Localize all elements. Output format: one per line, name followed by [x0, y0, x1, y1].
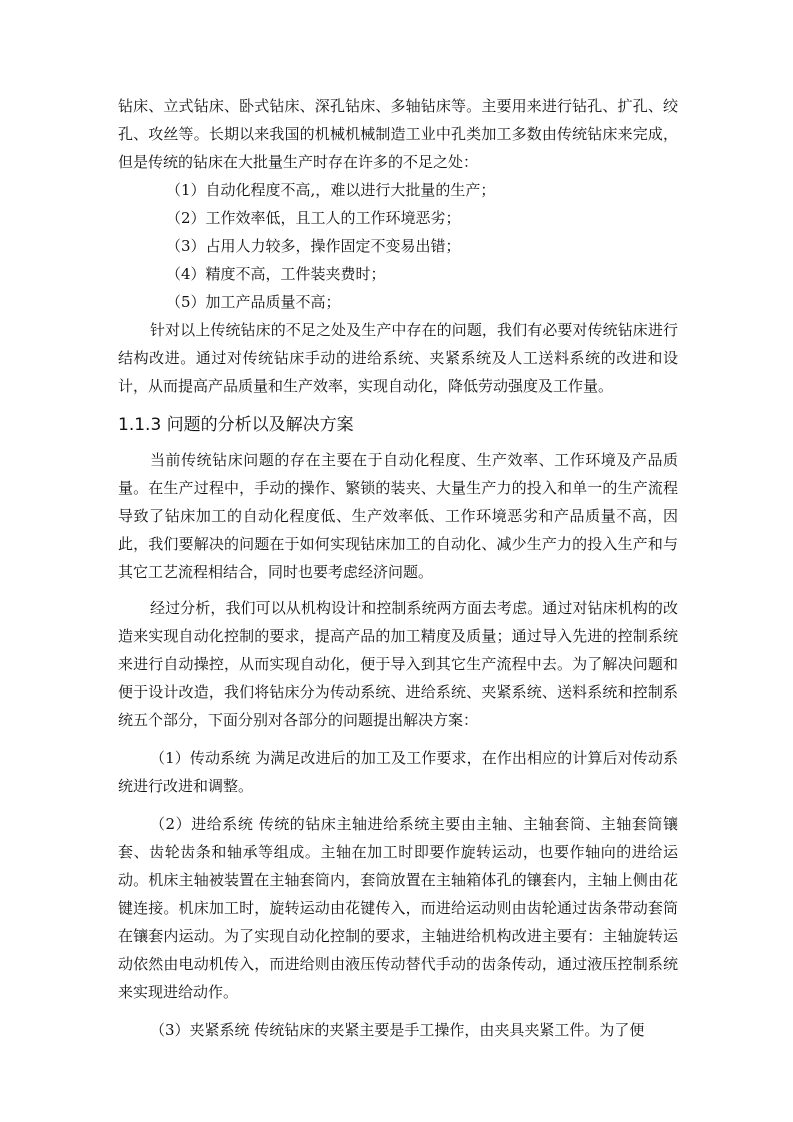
solution-clamping: （3）夹紧系统 传统钻床的夹紧主要是手工操作，由夹具夹紧工件。为了便: [150, 1021, 645, 1039]
analysis-paragraph-2: 经过分析，我们可以从机构设计和控制系统两方面去考虑。通过对钻床机构的改造来实现自动化控制的要求，提高产品的加工精度及质量；通过导入先进的控制系统来进行自动操控，从而实现自动化，便于导入到其它生产流程中去。为了解决问题和便于设计改造，我们将钻床分为传动系统、进给系统、夹紧系统、送料系统和控制系统五个部分，下面分别对各部分的问题提出解决方案：: [118, 599, 678, 729]
solution-feed: （2）进给系统 传统的钻床主轴进给系统主要由主轴、主轴套筒、主轴套筒镶套、齿轮齿条和轴承等组成。主轴在加工时即要作旋转运动，也要作轴向的进给运动。机床主轴被装置在主轴套筒内，套筒放置在主轴箱体孔的镶套内，主轴上侧由花键连接。机床加工时，旋转运动由花键传入，而进给运动则由齿轮通过齿条带动套筒在镶套内运动。为了实现自动化控制的要求，主轴进给机构改进主要有：主轴旋转运动依然由电动机传入，而进给则由液压传动替代手动的齿条传动，通过液压控制系统来实现进给动作。: [118, 815, 678, 1001]
shortcoming-item-5: （5）加工产品质量不高；: [166, 293, 341, 311]
solution-transmission: （1）传动系统 为满足改进后的加工及工作要求，在作出相应的计算后对传动系统进行改进和调整。: [118, 749, 678, 795]
shortcoming-item-1: （1）自动化程度不高,，难以进行大批量的生产；: [166, 181, 496, 199]
document-page: [118, 92, 678, 1044]
improvement-paragraph: 针对以上传统钻床的不足之处及生产中存在的问题，我们有必要对传统钻床进行结构改进。通过对传统钻床手动的进给系统、夹紧系统及人工送料系统的改进和设计，从而提高产品质量和生产效率，实现自动化，降低劳动强度及工作量。: [118, 321, 678, 395]
shortcoming-item-3: （3）占用人力较多，操作固定不变易出错；: [166, 237, 461, 255]
shortcoming-item-4: （4）精度不高，工件装夹费时；: [166, 265, 386, 283]
intro-paragraph: 钻床、立式钻床、卧式钻床、深孔钻床、多轴钻床等。主要用来进行钻孔、扩孔、绞孔、攻丝等。长期以来我国的机械机械制造工业中孔类加工多数由传统钻床来完成，但是传统的钻床在大批量生产时存在许多的不足之处：: [118, 97, 678, 171]
paragraph-gap: [118, 586, 678, 594]
shortcomings-list: [118, 176, 678, 316]
analysis-paragraph-1: 当前传统钻床问题的存在主要在于自动化程度、生产效率、工作环境及产品质量。在生产过程中，手动的操作、繁锁的装夹、大量生产力的投入和单一的生产流程导致了钻床加工的自动化程度低、生产效率低、工作环境恶劣和产品质量不高，因此，我们要解决的问题在于如何实现钻床加工的自动化、减少生产力的投入生产和与其它工艺流程相结合，同时也要考虑经济问题。: [118, 451, 678, 581]
section-heading: 1.1.3 问题的分析以及解决方案: [118, 415, 354, 435]
shortcoming-item-2: （2）工作效率低，且工人的工作环境恶劣；: [166, 209, 461, 227]
